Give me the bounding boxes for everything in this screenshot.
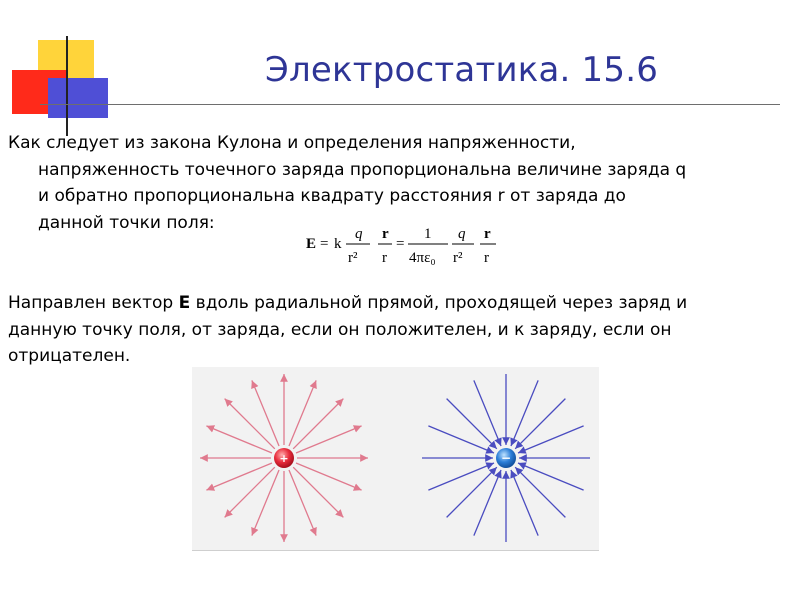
field-line — [447, 399, 497, 449]
field-line — [428, 463, 494, 490]
field-line — [428, 426, 494, 453]
field-line — [252, 380, 279, 446]
paragraph-line: отрицателен. — [8, 346, 131, 366]
field-line — [511, 470, 538, 536]
field-line — [515, 399, 565, 449]
field-line — [447, 467, 497, 517]
field-line — [474, 470, 501, 536]
formula-one: 1 — [424, 226, 432, 242]
field-lines-figure — [192, 367, 599, 551]
direction-suffix: вдоль радиальной прямой, проходящей через заряд и — [190, 293, 688, 313]
field-line — [289, 470, 316, 536]
field-line — [515, 467, 565, 517]
field-line — [289, 380, 316, 446]
paragraph-line: напряженность точечного заряда пропорциональна величине заряда q — [38, 159, 687, 180]
formula-r-den-2: r — [484, 250, 489, 266]
formula-lhs-E: E — [306, 236, 317, 252]
formula-q-num: q — [355, 226, 363, 242]
direction-prefix: Направлен вектор — [8, 293, 179, 313]
title-divider — [40, 104, 780, 105]
paragraph-line: данную точку поля, от заряда, если он положителен, и к заряду, если он — [8, 319, 672, 340]
field-line — [225, 399, 275, 449]
field-line — [225, 467, 275, 517]
field-line — [296, 426, 362, 453]
field-line — [206, 426, 272, 453]
paragraph-direction — [8, 290, 788, 370]
decor-vertical-line — [66, 36, 68, 136]
negative-sign: − — [500, 451, 512, 465]
formula-r2-den: r² — [348, 250, 358, 266]
field-strength-formula — [302, 216, 502, 278]
paragraph-line: Как следует из закона Кулона и определения напряженности, — [8, 133, 576, 153]
field-line — [296, 463, 362, 490]
formula-equals: = — [320, 236, 329, 252]
paragraph-line: данной точки поля: — [38, 212, 215, 233]
slide-title: Электростатика. 15.6 — [265, 50, 659, 90]
formula-r2-den-2: r² — [453, 250, 463, 266]
vector-E: E — [178, 293, 191, 313]
field-line — [206, 463, 272, 490]
field-line — [293, 467, 343, 517]
paragraph-line — [8, 290, 788, 317]
paragraph-line: и обратно пропорциональна квадрату расстояния r от заряда до — [38, 186, 626, 206]
field-line — [511, 380, 538, 446]
field-line — [293, 399, 343, 449]
field-line — [252, 470, 279, 536]
positive-sign: + — [279, 452, 289, 465]
formula-4pieps0: 4πε₀ — [409, 250, 436, 266]
formula-r-num: r — [382, 226, 389, 242]
field-line — [518, 426, 584, 453]
formula-k: k — [334, 236, 342, 252]
formula-equals-2: = — [396, 236, 405, 252]
formula-r-num-2: r — [484, 226, 491, 242]
formula-q-num-2: q — [458, 226, 466, 242]
field-line — [518, 463, 584, 490]
formula-r-den: r — [382, 250, 387, 266]
field-line — [474, 380, 501, 446]
decor-blue-square — [48, 78, 108, 118]
